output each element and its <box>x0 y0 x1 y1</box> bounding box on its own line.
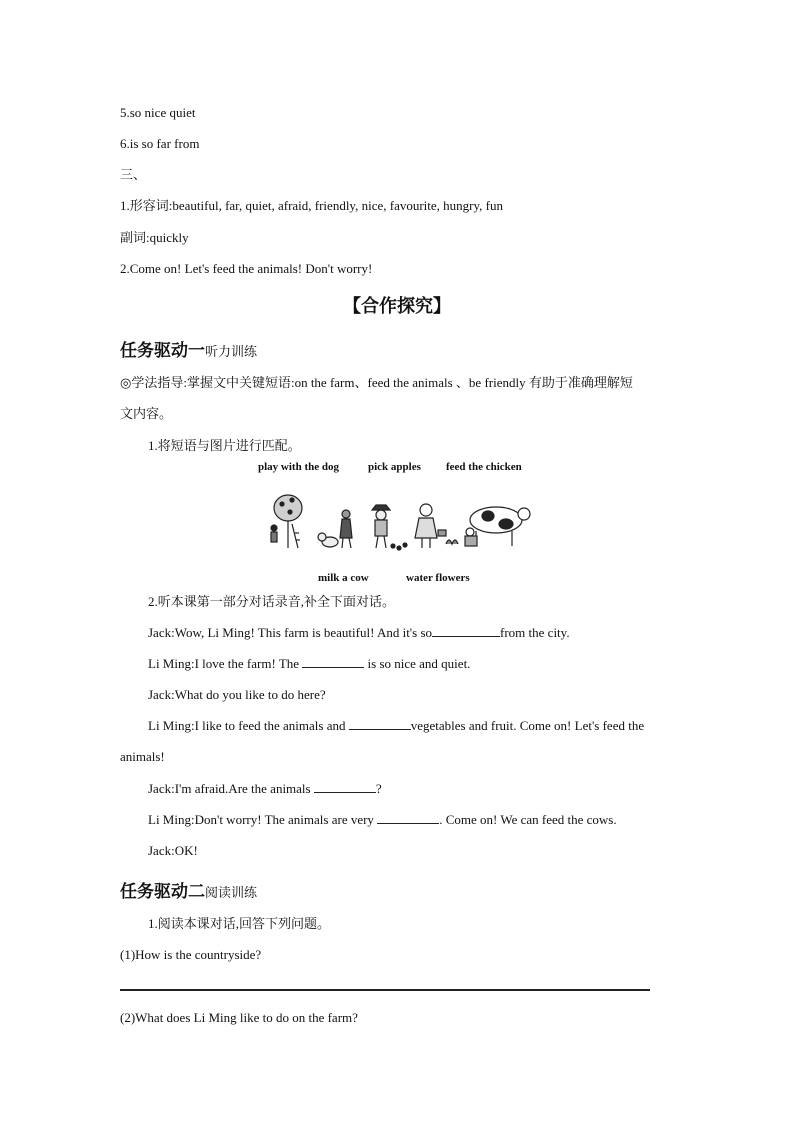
dialogue-6-text-a: Li Ming:Don't worry! The animals are very <box>148 812 374 827</box>
section-title: 【合作探究】 <box>343 296 451 317</box>
study-guide-line1: ◎学法指导:掌握文中关键短语:on the farm、feed the animals 、be friendly 有助于准确理解短 <box>120 375 633 390</box>
farm-activity-illustration <box>262 488 532 554</box>
sub-question-2: (2)What does Li Ming like to do on the farm? <box>120 1010 358 1025</box>
dialogue-1-text-a: Jack:Wow, Li Ming! This farm is beautiful! And it's so <box>148 625 433 640</box>
dialogue-5-text-a: Jack:I'm afraid.Are the animals <box>148 781 311 796</box>
task2-question-1: 1.阅读本课对话,回答下列问题。 <box>148 916 331 931</box>
dialogue-4-text-a: Li Ming:I like to feed the animals and <box>148 718 346 733</box>
dialogue-line-1 <box>148 625 570 641</box>
dialogue-1-text-b: from the city. <box>500 625 570 640</box>
blank-2[interactable] <box>302 656 364 668</box>
caption-water-flowers: water flowers <box>406 572 470 584</box>
dialogue-line-3: Jack:What do you like to do here? <box>148 687 326 702</box>
section-three-label: 三、 <box>120 167 147 182</box>
study-guide-line2: 文内容。 <box>120 406 173 421</box>
adverb-answer: 副词:quickly <box>120 230 189 245</box>
answer-line[interactable] <box>120 989 650 991</box>
task2-subtitle: 阅读训练 <box>205 886 258 901</box>
dialogue-5-text-b: ? <box>375 781 382 796</box>
dialogue-line-4-cont: animals! <box>120 749 165 764</box>
answer-line-6: 6.is so far from <box>120 136 200 151</box>
apple-tree-picture <box>271 495 302 548</box>
caption-play-with-dog: play with the dog <box>258 461 339 473</box>
farmer-chicken-picture <box>372 505 407 550</box>
answer-line-5: 5.so nice quiet <box>120 105 196 120</box>
dialogue-4-text-b: vegetables and fruit. Come on! Let's feed the <box>410 718 645 733</box>
blank-4[interactable] <box>314 781 376 793</box>
dialogue-line-4 <box>148 718 644 734</box>
cow-picture <box>465 507 530 546</box>
dialogue-line-5 <box>148 781 382 797</box>
dialogue-line-7: Jack:OK! <box>148 843 198 858</box>
caption-pick-apples: pick apples <box>368 461 421 473</box>
question-1-match: 1.将短语与图片进行匹配。 <box>148 438 301 453</box>
blank-1[interactable] <box>432 625 500 637</box>
phrase-answer: 2.Come on! Let's feed the animals! Don't worry! <box>120 261 373 276</box>
dialogue-6-text-b: . Come on! We can feed the cows. <box>439 812 617 827</box>
dialogue-2-text-a: Li Ming:I love the farm! The <box>148 656 300 671</box>
dialogue-line-2 <box>148 656 470 672</box>
task2-heading <box>120 877 257 902</box>
task1-heading <box>120 336 257 361</box>
caption-feed-chicken: feed the chicken <box>446 461 522 473</box>
girl-watering-picture <box>415 504 458 548</box>
task1-title: 任务驱动一 <box>120 341 205 361</box>
dialogue-2-text-b: is so nice and quiet. <box>367 656 471 671</box>
sub-question-1: (1)How is the countryside? <box>120 947 262 962</box>
task1-subtitle: 听力训练 <box>205 345 258 360</box>
blank-3[interactable] <box>349 718 411 730</box>
task2-title: 任务驱动二 <box>120 882 205 902</box>
dog-picture <box>318 510 352 548</box>
caption-milk-cow: milk a cow <box>318 572 369 584</box>
blank-5[interactable] <box>377 812 439 824</box>
question-2-listen: 2.听本课第一部分对话录音,补全下面对话。 <box>148 594 396 609</box>
dialogue-line-6 <box>148 812 617 828</box>
adjective-answer: 1.形容词:beautiful, far, quiet, afraid, friendly, nice, favourite, hungry, fun <box>120 198 503 213</box>
